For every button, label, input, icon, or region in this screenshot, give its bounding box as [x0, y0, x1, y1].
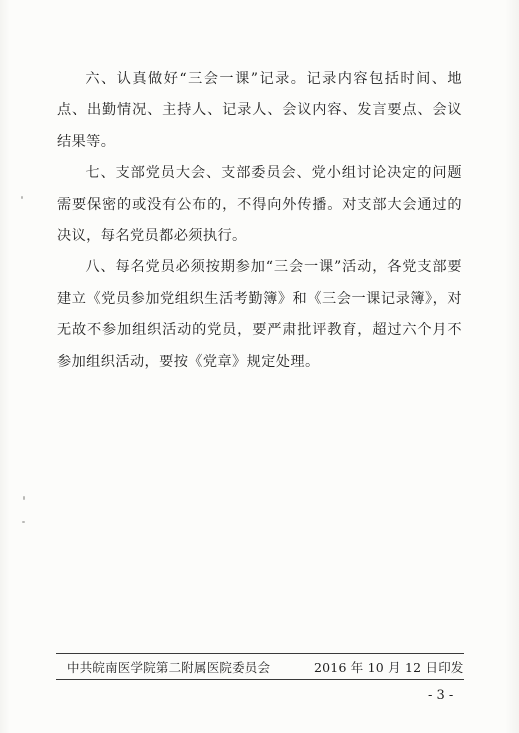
footer-issuer: 中共皖南医学院第二附属医院委员会: [67, 660, 271, 675]
footer-bottom-rule: [56, 679, 464, 680]
scan-speck: [23, 496, 25, 500]
footer-top-rule: [56, 653, 464, 654]
paragraph-seven: 七、支部党员大会、支部委员会、党小组讨论决定的问题需要保密的或没有公布的，不得向外传播。对支部大会通过的决议，每名党员都必须执行。: [57, 165, 462, 245]
scan-speck: [22, 521, 25, 523]
page-number: - 3 -: [428, 688, 454, 703]
footer-print-date: 2016 年 10 月 12 日印发: [314, 660, 464, 675]
paragraph-six: 六、认真做好“三会一课”记录。记录内容包括时间、地点、出勤情况、主持人、记录人、会议内容、发言要点、会议结果等。: [57, 71, 462, 150]
scan-speck: [21, 196, 23, 199]
document-body: [57, 64, 462, 378]
paragraph-eight: 八、每名党员必须按期参加“三会一课”活动，各党支部要建立《党员参加党组织生活考勤簿》和《三会一课记录簿》，对无故不参加组织活动的党员，要严肃批评教育，超过六个月不参加组织活动，要按《党章》规定处理。: [57, 259, 462, 370]
